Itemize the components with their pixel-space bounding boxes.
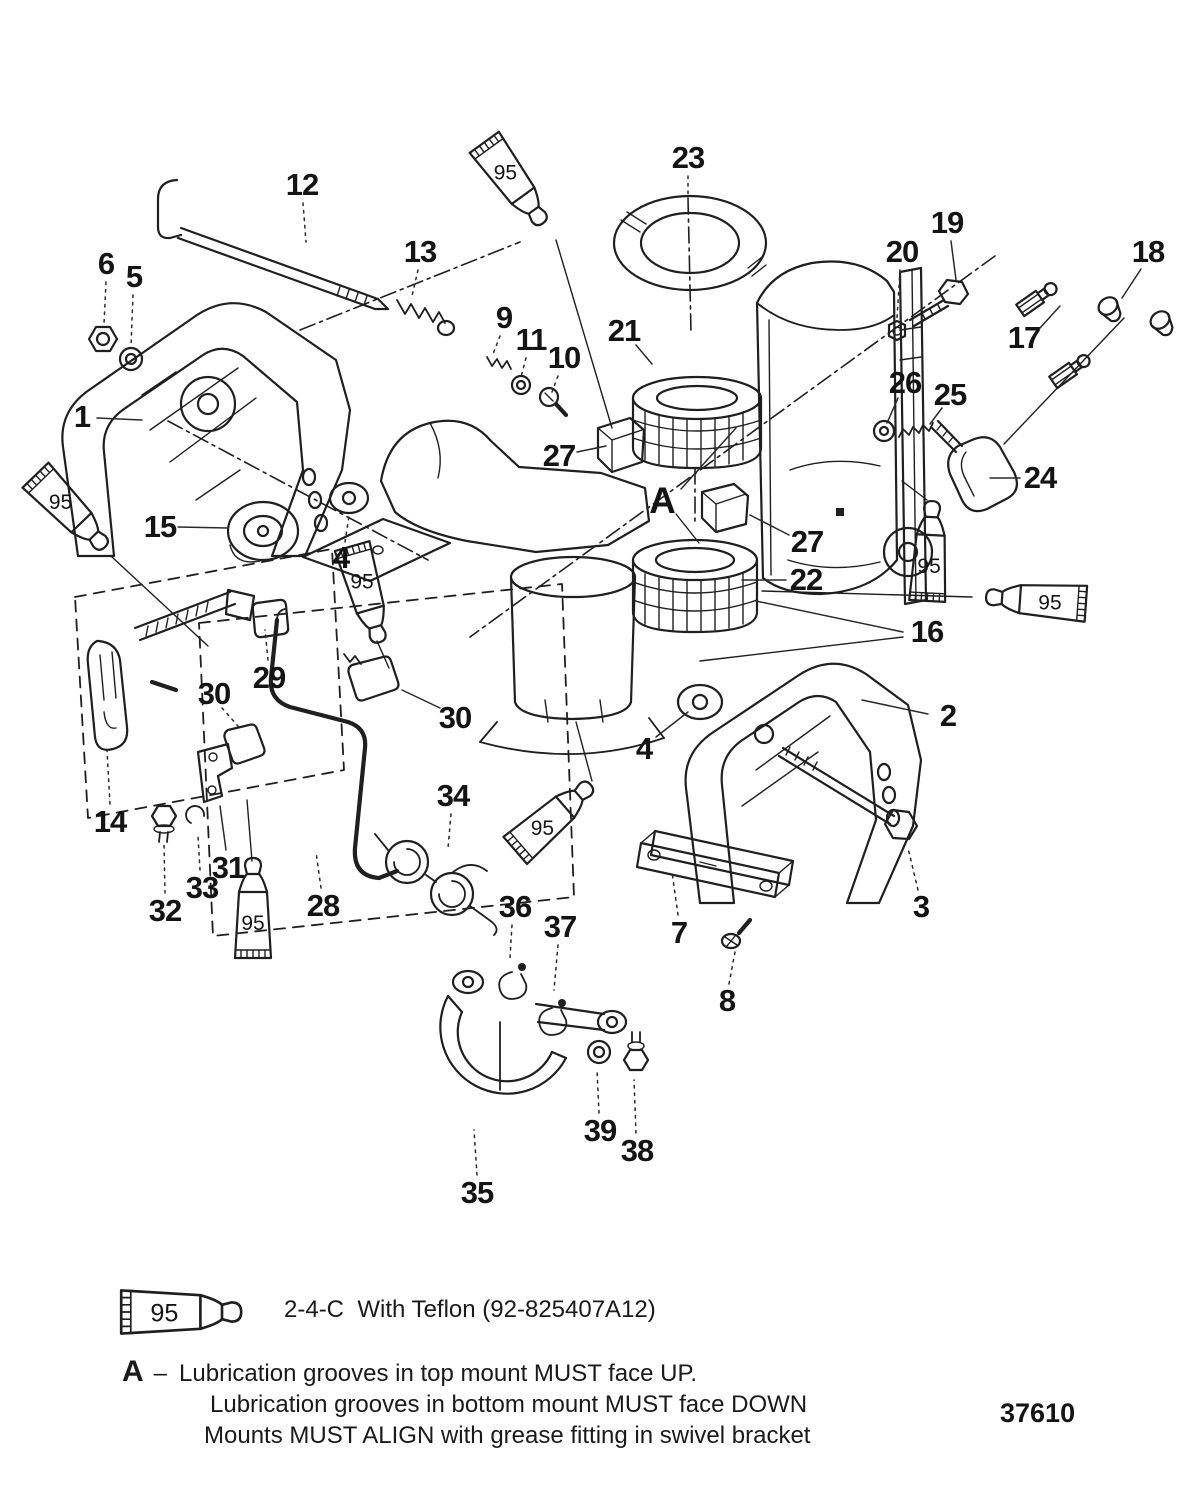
leader-line-A <box>681 428 736 489</box>
grease-fittings <box>1016 280 1092 388</box>
leader-line-4 <box>345 516 349 542</box>
leader-line-8 <box>729 952 735 984</box>
svg-text:95: 95 <box>48 491 73 515</box>
lubricant-tube-7 <box>985 579 1087 622</box>
leader-line-35 <box>474 1130 477 1175</box>
tilt-lock-cam <box>440 971 626 1094</box>
callout-26: 26 <box>888 365 922 400</box>
callout-27: 27 <box>542 438 576 473</box>
leader-line-39 <box>597 1070 599 1113</box>
svg-text:95: 95 <box>241 912 265 935</box>
plate-screw <box>722 920 750 948</box>
callout-27: 27 <box>790 524 824 559</box>
leader-line-2 <box>862 700 928 714</box>
callout-20: 20 <box>885 234 919 269</box>
note-separator: – <box>153 1360 168 1387</box>
callout-17: 17 <box>1007 320 1041 355</box>
leader-line-27 <box>750 515 789 535</box>
leader-line-12 <box>303 203 306 242</box>
callout-12: 12 <box>285 167 319 202</box>
note-line-1 <box>122 1356 810 1389</box>
callout-35: 35 <box>460 1175 494 1210</box>
lubricant-tubes <box>23 132 1088 1334</box>
callout-28: 28 <box>306 888 340 923</box>
callout-29: 29 <box>252 660 286 695</box>
callout-10: 10 <box>547 340 581 375</box>
leader-line-28 <box>316 852 321 888</box>
callout-8: 8 <box>718 983 736 1018</box>
callout-14: 14 <box>93 804 127 839</box>
leader-line-38 <box>634 1080 636 1133</box>
assembly-notes <box>122 1356 810 1451</box>
lubricant-tube-4 <box>235 858 271 958</box>
pivot-pins <box>224 600 398 764</box>
flat-washer-left <box>330 483 368 513</box>
callout-33: 33 <box>185 870 219 905</box>
upper-mount <box>633 377 761 468</box>
leader-line-30 <box>222 708 238 726</box>
lower-mount <box>633 540 757 632</box>
callout-4: 4 <box>635 731 653 766</box>
callout-2: 2 <box>939 698 957 733</box>
leader-line-19 <box>951 241 956 280</box>
note-line-3 <box>204 1420 810 1451</box>
lubricant-tube-5 <box>503 771 602 864</box>
leader-line-14 <box>107 750 110 804</box>
leader-line-4 <box>656 712 688 737</box>
leader-line-25 <box>930 408 942 424</box>
leader-line-6 <box>104 282 106 324</box>
svg-text:95: 95 <box>150 1299 179 1328</box>
clamp-bracket-port <box>62 303 450 581</box>
leader-line-33 <box>198 836 200 870</box>
callout-31: 31 <box>211 850 245 885</box>
lubricant-tube-1 <box>470 132 558 234</box>
callout-16: 16 <box>910 614 944 649</box>
callout-36: 36 <box>498 889 532 924</box>
callout-37: 37 <box>543 909 577 944</box>
leader-line-17 <box>1040 306 1060 328</box>
lubricant-tube-2 <box>23 463 118 560</box>
callout-15: 15 <box>143 509 177 544</box>
callout-4: 4 <box>332 540 350 575</box>
svg-text:95: 95 <box>493 161 518 185</box>
callout-3: 3 <box>912 889 930 924</box>
note-key: A <box>122 1355 144 1388</box>
callout-38: 38 <box>620 1133 654 1168</box>
callout-6: 6 <box>97 246 115 281</box>
leader-line-21 <box>636 345 652 364</box>
callout-34: 34 <box>436 778 470 813</box>
leader-line-36 <box>510 925 512 958</box>
leader-line-7 <box>672 872 678 915</box>
note-text-3: Mounts MUST ALIGN with grease fitting in swivel bracket <box>204 1422 811 1449</box>
leader-line-30 <box>402 690 440 708</box>
leader-line-32 <box>164 843 165 893</box>
leader-line-37 <box>554 945 558 990</box>
callout-23: 23 <box>671 140 705 175</box>
leader-line-3 <box>908 848 918 890</box>
leader-line-18 <box>1122 269 1141 298</box>
note-line-2 <box>210 1389 810 1420</box>
leader-line-5 <box>131 295 133 346</box>
legend-text: 2-4-C With Teflon (92-825407A12) <box>284 1296 656 1323</box>
callout-19: 19 <box>930 205 964 240</box>
leader-line-27 <box>577 446 606 452</box>
callout-18: 18 <box>1131 234 1165 269</box>
callout-21: 21 <box>607 313 641 348</box>
callout-25: 25 <box>933 377 967 412</box>
svg-text:95: 95 <box>350 570 374 594</box>
leader-line-15 <box>178 527 228 528</box>
leader-line-34 <box>448 814 451 848</box>
svg-text:95: 95 <box>917 554 941 578</box>
pivot-cap <box>228 502 298 562</box>
callout-7: 7 <box>670 915 688 950</box>
leader-line-11 <box>521 358 526 377</box>
drawing-number: 37610 <box>1000 1398 1076 1428</box>
nut-and-washer <box>89 327 142 370</box>
split-ring <box>614 196 766 290</box>
leader-line-16 <box>756 601 903 632</box>
clamp-screw-assembly <box>88 590 254 750</box>
callout-30: 30 <box>438 700 472 735</box>
leader-line-29 <box>265 630 268 660</box>
callout-24: 24 <box>1023 460 1057 495</box>
centerlines <box>168 198 1124 661</box>
leader-line-9 <box>493 336 500 354</box>
bolt-and-washer <box>588 1032 648 1070</box>
leader-line-1 <box>97 418 142 420</box>
callout-5: 5 <box>125 259 143 294</box>
dashed-group-boxes <box>75 549 574 936</box>
note-text-1: Lubrication grooves in top mount MUST face UP. <box>179 1360 698 1387</box>
callout-30: 30 <box>197 676 231 711</box>
svg-text:95: 95 <box>530 816 555 840</box>
lubricant-tube-3 <box>332 540 397 647</box>
callout-13: 13 <box>403 234 437 269</box>
transom-plates <box>637 831 793 897</box>
callout-9: 9 <box>495 300 513 335</box>
leader-lines <box>97 176 1141 1175</box>
callout-32: 32 <box>148 893 182 928</box>
callout-22: 22 <box>789 562 823 597</box>
svg-text:95: 95 <box>1038 591 1062 615</box>
callout-11: 11 <box>515 322 547 357</box>
cap-nuts <box>1095 294 1178 340</box>
callout-A: A <box>649 480 675 521</box>
spring-plug <box>397 300 454 335</box>
callout-1: 1 <box>73 399 91 434</box>
leader-line-31 <box>220 806 226 850</box>
note-text-2: Lubrication grooves in bottom mount MUST face DOWN <box>210 1391 808 1418</box>
tilt-rod <box>158 180 388 309</box>
callout-39: 39 <box>583 1113 617 1148</box>
lubricant-tube-8 <box>121 1290 241 1333</box>
torsion-springs <box>375 834 497 935</box>
